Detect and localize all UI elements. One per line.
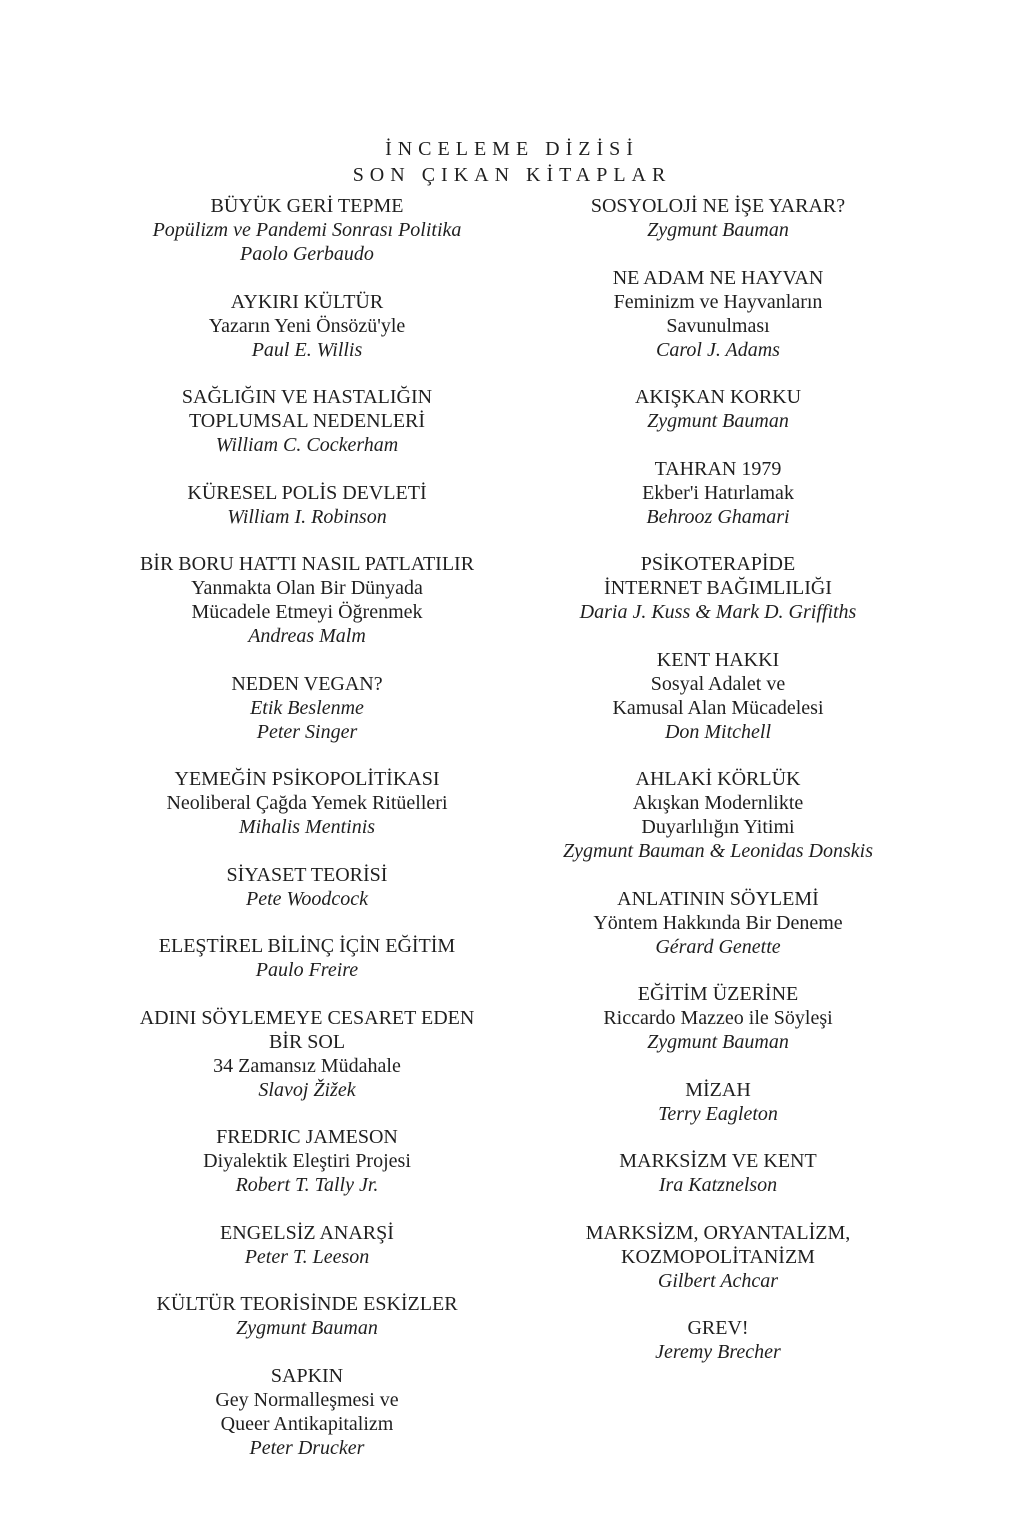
book-entry [72, 1364, 542, 1460]
series-header [0, 136, 1024, 188]
book-entry [72, 194, 542, 266]
book-entry [72, 290, 542, 362]
book-subtitle: Yazarın Yeni Önsözü'yle [208, 314, 406, 337]
book-title: AYKIRI KÜLTÜR [230, 290, 384, 313]
book-title: YEMEĞİN PSİKOPOLİTİKASI [174, 768, 440, 790]
book-title: GREV! [687, 1317, 749, 1339]
book-subtitle: Feminizm ve Hayvanların [613, 290, 823, 313]
book-author: Peter Drucker [249, 1436, 365, 1459]
book-title: ADINI SÖYLEMEYE CESARET EDEN [139, 1006, 475, 1029]
book-title: SOSYOLOJİ NE İŞE YARAR? [590, 195, 846, 217]
book-title: MARKSİZM VE KENT [619, 1150, 817, 1172]
book-subtitle: 34 Zamansız Müdahale [213, 1054, 401, 1077]
book-entry [72, 1125, 542, 1197]
book-title: MİZAH [685, 1078, 751, 1101]
book-title: NE ADAM NE HAYVAN [612, 266, 824, 289]
book-subtitle: Gey Normalleşmesi ve [215, 1388, 399, 1411]
book-subtitle: Akışkan Modernlikte [632, 792, 804, 814]
book-subtitle: Duyarlılığın Yitimi [641, 816, 795, 838]
book-title: TAHRAN 1979 [654, 457, 782, 480]
book-author: Ira Katznelson [658, 1174, 778, 1196]
book-author: Jeremy Brecher [655, 1341, 781, 1363]
right-book-column [500, 194, 936, 1388]
book-author: Carol J. Adams [656, 338, 780, 361]
book-subtitle: Yanmakta Olan Bir Dünyada [191, 577, 423, 599]
book-title: FREDRIC JAMESON [216, 1126, 398, 1148]
book-subtitle: Etik Beslenme [250, 696, 364, 719]
book-author: Robert T. Tally Jr. [235, 1174, 379, 1196]
book-subtitle: Queer Antikapitalizm [220, 1412, 394, 1435]
book-author: Peter Singer [256, 720, 358, 743]
book-author: Paolo Gerbaudo [240, 243, 374, 265]
book-entry [500, 648, 936, 744]
book-author: Daria J. Kuss & Mark D. Griffiths [579, 601, 857, 623]
book-subtitle: Mücadele Etmeyi Öğrenmek [191, 601, 423, 623]
book-entry [500, 385, 936, 433]
book-author: Slavoj Žižek [258, 1078, 356, 1101]
book-title: NEDEN VEGAN? [231, 672, 383, 695]
book-title: ELEŞTİREL BİLİNÇ İÇİN EĞİTİM [158, 935, 456, 957]
book-subtitle: Popülizm ve Pandemi Sonrası Politika [152, 219, 462, 241]
book-title: PSİKOTERAPİDE [640, 553, 796, 575]
book-subtitle: Savunulması [666, 314, 770, 337]
book-title: EĞİTİM ÜZERİNE [637, 983, 799, 1005]
book-author: Paul E. Willis [251, 338, 363, 361]
book-title: KOZMOPOLİTANİZM [621, 1245, 815, 1268]
book-subtitle: Kamusal Alan Mücadelesi [612, 696, 824, 719]
book-title: TOPLUMSAL NEDENLERİ [188, 410, 426, 432]
book-author: Zygmunt Bauman [236, 1317, 378, 1339]
book-title: SAĞLIĞIN VE HASTALIĞIN [181, 386, 433, 408]
book-author: Zygmunt Bauman [647, 410, 789, 432]
book-author: Zygmunt Bauman [647, 1031, 789, 1053]
book-title: SİYASET TEORİSİ [226, 863, 388, 886]
book-entry [72, 767, 542, 839]
book-author: Paulo Freire [255, 959, 359, 981]
book-subtitle: Riccardo Mazzeo ile Söyleşi [603, 1007, 833, 1029]
book-entry [72, 863, 542, 911]
book-title: BÜYÜK GERİ TEPME [210, 195, 404, 217]
book-subtitle: Sosyal Adalet ve [650, 672, 786, 695]
book-author: Gilbert Achcar [657, 1269, 779, 1292]
book-author: Behrooz Ghamari [646, 505, 790, 528]
book-author: Mihalis Mentinis [238, 816, 376, 838]
book-title: AKIŞKAN KORKU [634, 386, 802, 408]
book-entry [72, 1221, 542, 1269]
book-entry [72, 552, 542, 648]
book-entry [500, 767, 936, 863]
book-subtitle: Neoliberal Çağda Yemek Ritüelleri [166, 792, 448, 814]
book-author: Don Mitchell [664, 720, 772, 743]
book-entry [500, 1221, 936, 1293]
book-title: KÜLTÜR TEORİSİNDE ESKİZLER [156, 1293, 458, 1315]
book-author: Zygmunt Bauman [647, 219, 789, 241]
book-author: Zygmunt Bauman & Leonidas Donskis [563, 840, 873, 862]
left-book-column [72, 194, 542, 1483]
book-entry [500, 194, 936, 242]
book-entry [72, 1006, 542, 1102]
book-entry [500, 1078, 936, 1126]
book-entry [500, 982, 936, 1054]
book-subtitle: Ekber'i Hatırlamak [642, 481, 794, 504]
series-title: İNCELEME DİZİSİ [385, 138, 639, 160]
book-entry [72, 385, 542, 457]
book-entry [500, 552, 936, 624]
book-title: AHLAKİ KÖRLÜK [635, 768, 801, 790]
book-title: İNTERNET BAĞIMLILIĞI [604, 577, 832, 599]
book-author: Terry Eagleton [658, 1102, 778, 1125]
book-entry [72, 1292, 542, 1340]
book-title: BİR SOL [268, 1030, 346, 1053]
book-author: Peter T. Leeson [244, 1245, 370, 1268]
book-title: SAPKIN [270, 1364, 344, 1387]
book-author: Gérard Genette [655, 935, 781, 958]
book-title: KENT HAKKI [656, 648, 780, 671]
book-entry [500, 457, 936, 529]
book-title: ENGELSİZ ANARŞİ [220, 1221, 394, 1244]
book-entry [72, 934, 542, 982]
book-entry [72, 672, 542, 744]
book-entry [500, 887, 936, 959]
book-author: William I. Robinson [227, 505, 387, 528]
book-subtitle: Diyalektik Eleştiri Projesi [203, 1150, 411, 1172]
book-title: KÜRESEL POLİS DEVLETİ [187, 481, 427, 504]
book-author: Andreas Malm [248, 625, 366, 647]
book-entry [500, 1149, 936, 1197]
book-entry [72, 481, 542, 529]
series-subheading: SON ÇIKAN KİTAPLAR [352, 164, 672, 186]
book-subtitle: Yöntem Hakkında Bir Deneme [593, 911, 843, 934]
book-title: ANLATININ SÖYLEMİ [617, 887, 819, 910]
book-title: BİR BORU HATTI NASIL PATLATILIR [139, 553, 475, 575]
book-entry [500, 1316, 936, 1364]
book-author: Pete Woodcock [246, 887, 368, 910]
book-author: William C. Cockerham [215, 434, 399, 456]
book-entry [500, 266, 936, 362]
book-title: MARKSİZM, ORYANTALİZM, [585, 1221, 851, 1244]
